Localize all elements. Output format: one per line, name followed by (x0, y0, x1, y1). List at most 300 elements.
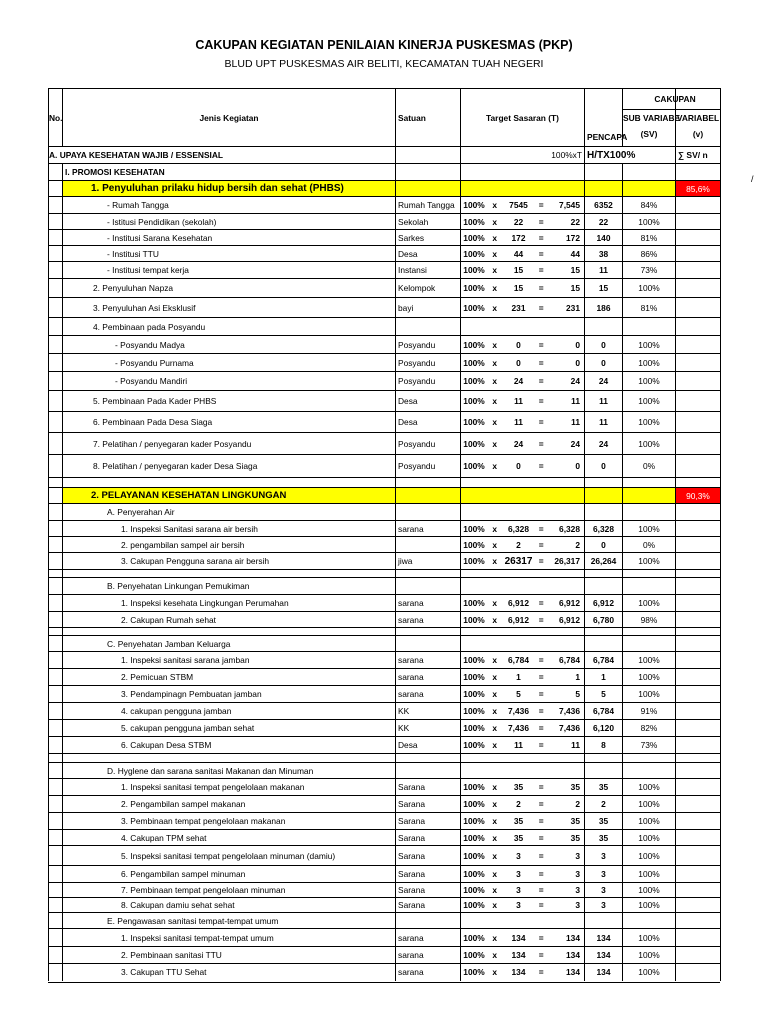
target-cell (461, 652, 585, 669)
table-row (49, 537, 721, 553)
sub-variabel-cell: 100% (623, 652, 676, 669)
target-base: 35 (513, 832, 524, 843)
variabel-cell (676, 763, 721, 779)
table-row (49, 929, 721, 947)
sub-variabel-cell: 100% (623, 830, 676, 846)
satuan-cell (396, 754, 461, 763)
table-row (49, 964, 721, 981)
activity-label: 5. Pembinaan Pada Kader PHBS (63, 391, 396, 412)
pencapaian-cell: 0 (585, 336, 623, 354)
row-no-cell (49, 947, 63, 964)
activity-label: - Posyandu Mandiri (63, 372, 396, 391)
target-equals: = (538, 723, 544, 733)
row-no-cell (49, 318, 63, 336)
table-row (49, 412, 721, 433)
row-no-cell (49, 197, 63, 214)
target-result: 2 (575, 799, 580, 809)
target-equals: = (538, 832, 544, 843)
pencapaian-cell (585, 913, 623, 929)
target-base: 7,436 (508, 723, 529, 733)
activity-label: - Posyandu Purnama (63, 354, 396, 372)
target-result: 6,784 (559, 655, 580, 665)
header-pencapaian (585, 89, 628, 147)
satuan-cell (396, 570, 461, 578)
activity-label (63, 754, 396, 763)
target-cell (461, 488, 585, 504)
target-cell (461, 830, 585, 846)
target-multiply: x (492, 655, 498, 665)
target-cell (461, 628, 585, 636)
target-multiply: x (492, 723, 498, 733)
target-percent: 100% (463, 950, 485, 960)
target-multiply: x (492, 782, 498, 792)
pencapaian-cell: 11 (585, 262, 623, 279)
satuan-cell: KK (396, 720, 461, 737)
activity-label: 2. Penyuluhan Napza (63, 279, 396, 298)
satuan-cell: Posyandu (396, 372, 461, 391)
target-percent: 100% (463, 799, 485, 809)
row-no-cell (49, 669, 63, 686)
row-no-cell (49, 628, 63, 636)
section-a-formula-h: H/TX100% (585, 147, 676, 164)
sub-variabel-cell: 100% (623, 929, 676, 947)
activity-label: 4. cakupan pengguna jamban (63, 703, 396, 720)
activity-label: 4. Cakupan TPM sehat (63, 830, 396, 846)
activity-label: 3. Cakupan Pengguna sarana air bersih (63, 553, 396, 570)
target-cell (461, 504, 585, 521)
target-multiply: x (492, 339, 498, 350)
row-no-cell (49, 929, 63, 947)
satuan-cell: Sarana (396, 813, 461, 830)
target-formula (463, 851, 582, 861)
target-percent: 100% (463, 782, 485, 792)
pencapaian-cell (585, 478, 623, 488)
target-formula (463, 782, 582, 792)
target-multiply: x (492, 523, 498, 534)
target-base: 24 (513, 438, 524, 449)
variabel-cell (676, 318, 721, 336)
target-cell (461, 478, 585, 488)
sub-variabel-cell (623, 754, 676, 763)
activity-label: 1. Inspeksi sanitasi tempat-tempat umum (63, 929, 396, 947)
activity-label: 2. PELAYANAN KESEHATAN LINGKUNGAN (63, 488, 396, 504)
activity-label: 1. Inspeksi sanitasi sarana jamban (63, 652, 396, 669)
variabel-cell (676, 354, 721, 372)
target-result: 15 (570, 283, 580, 293)
satuan-cell: Sarkes (396, 230, 461, 246)
pencapaian-cell: 6,912 (585, 595, 623, 612)
row-no-cell (49, 181, 63, 197)
target-multiply: x (492, 816, 498, 826)
header-target-sasaran: Target Sasaran (T) (461, 89, 585, 147)
target-equals: = (538, 740, 544, 750)
table-row (49, 298, 721, 318)
sub-variabel-cell: 98% (623, 612, 676, 628)
target-formula (463, 885, 582, 895)
row-no-cell (49, 898, 63, 913)
target-formula (463, 217, 582, 227)
variabel-cell (676, 537, 721, 553)
target-multiply: x (492, 357, 498, 368)
row-no-cell (49, 830, 63, 846)
target-base: 15 (513, 265, 524, 275)
sub-variabel-cell: 100% (623, 779, 676, 796)
variabel-cell (676, 504, 721, 521)
target-percent: 100% (463, 302, 485, 313)
target-result: 0 (575, 339, 580, 350)
pencapaian-cell: 140 (585, 230, 623, 246)
group-promosi-kesehatan: I. PROMOSI KESEHATAN (63, 164, 396, 181)
target-base: 2 (516, 539, 521, 550)
target-cell (461, 866, 585, 883)
target-result: 3 (575, 850, 580, 861)
target-result: 5 (575, 689, 580, 699)
activity-label: C. Penyehatan Jamban Keluarga (63, 636, 396, 652)
target-multiply: x (492, 598, 498, 608)
target-base: 22 (513, 216, 524, 227)
pencapaian-cell: 11 (585, 391, 623, 412)
activity-label (63, 570, 396, 578)
sub-variabel-cell: 100% (623, 433, 676, 455)
target-cell (461, 181, 585, 197)
sub-variabel-cell: 84% (623, 197, 676, 214)
target-multiply: x (492, 740, 498, 750)
row-no-cell (49, 964, 63, 981)
header-variabel-v: (v) (692, 129, 704, 139)
sub-variabel-cell (623, 181, 676, 197)
target-multiply: x (492, 461, 498, 471)
target-base: 0 (516, 461, 521, 471)
table-row (49, 669, 721, 686)
target-result: 6,328 (559, 523, 580, 534)
variabel-cell (676, 703, 721, 720)
variabel-cell (676, 298, 721, 318)
satuan-cell: Posyandu (396, 354, 461, 372)
target-base: 172 (511, 232, 526, 243)
target-formula (463, 417, 582, 427)
document-subtitle: BLUD UPT PUSKESMAS AIR BELITI, KECAMATAN TUAH NEGERI (224, 58, 544, 70)
variabel-cell (676, 628, 721, 636)
satuan-cell: Posyandu (396, 455, 461, 478)
row-no-cell (49, 578, 63, 595)
target-percent: 100% (463, 832, 485, 843)
variabel-cell (676, 947, 721, 964)
table-row (49, 612, 721, 628)
row-no-cell (49, 570, 63, 578)
target-result: 11 (571, 740, 580, 750)
header-satuan: Satuan (396, 89, 461, 147)
row-no-cell (49, 720, 63, 737)
row-no-cell (49, 737, 63, 754)
target-percent: 100% (463, 200, 485, 210)
target-multiply: x (492, 950, 498, 960)
row-no-cell (49, 391, 63, 412)
target-cell (461, 737, 585, 754)
pencapaian-cell (585, 763, 623, 779)
target-formula (463, 556, 582, 567)
satuan-cell: Sarana (396, 846, 461, 866)
sub-variabel-cell: 100% (623, 686, 676, 703)
sub-variabel-cell (623, 504, 676, 521)
group-row (49, 164, 721, 181)
target-equals: = (538, 782, 544, 792)
target-result: 35 (570, 782, 580, 792)
target-percent: 100% (463, 885, 485, 895)
target-formula (463, 900, 582, 910)
row-no-cell (49, 796, 63, 813)
satuan-cell: Desa (396, 391, 461, 412)
target-percent: 100% (463, 672, 485, 682)
target-cell (461, 612, 585, 628)
header-jenis-kegiatan: Jenis Kegiatan (63, 89, 396, 147)
row-no-cell (49, 537, 63, 553)
target-multiply: x (492, 302, 498, 313)
sub-variabel-cell: 81% (623, 230, 676, 246)
activity-label: - Rumah Tangga (63, 197, 396, 214)
satuan-cell: Kelompok (396, 279, 461, 298)
sub-variabel-cell: 100% (623, 412, 676, 433)
table-row (49, 636, 721, 652)
target-equals: = (538, 932, 544, 943)
row-no-cell (49, 262, 63, 279)
header-sub-variabel-label: SUB VARIABE (623, 109, 675, 126)
target-equals: = (538, 655, 544, 665)
satuan-cell: Sarana (396, 866, 461, 883)
table-row (49, 279, 721, 298)
pencapaian-cell: 26,264 (585, 553, 623, 570)
target-result: 6,912 (559, 598, 580, 608)
pencapaian-cell: 0 (585, 455, 623, 478)
target-equals: = (538, 396, 544, 406)
table-row (49, 628, 721, 636)
satuan-cell: Sekolah (396, 214, 461, 230)
variabel-cell (676, 737, 721, 754)
target-percent: 100% (463, 555, 485, 566)
target-result: 35 (570, 816, 580, 826)
satuan-cell: KK (396, 703, 461, 720)
target-base: 44 (513, 248, 524, 259)
table-row (49, 181, 721, 197)
target-cell (461, 595, 585, 612)
target-result: 44 (570, 248, 580, 259)
row-no-cell (49, 686, 63, 703)
variabel-cell: 90,3% (676, 488, 721, 504)
target-base: 3 (516, 869, 521, 879)
variabel-cell (676, 279, 721, 298)
table-row (49, 686, 721, 703)
target-percent: 100% (463, 265, 485, 275)
target-cell (461, 763, 585, 779)
pencapaian-cell (585, 318, 623, 336)
activity-label: D. Hyglene dan sarana sanitasi Makanan dan Minuman (63, 763, 396, 779)
target-equals: = (538, 614, 544, 625)
table-row (49, 763, 721, 779)
target-cell (461, 964, 585, 981)
row-no-cell (49, 372, 63, 391)
target-percent: 100% (463, 723, 485, 733)
sub-variabel-cell: 100% (623, 883, 676, 898)
target-base: 1 (516, 672, 521, 682)
target-formula (463, 740, 582, 750)
satuan-cell: Sarana (396, 796, 461, 813)
section-a-formula-tx: 100%xT (461, 147, 585, 164)
target-equals: = (538, 850, 544, 861)
pencapaian-cell: 3 (585, 898, 623, 913)
target-result: 11 (571, 417, 580, 427)
target-cell (461, 947, 585, 964)
sub-variabel-cell: 81% (623, 298, 676, 318)
target-base: 3 (516, 900, 521, 910)
variabel-cell (676, 521, 721, 537)
table-row (49, 504, 721, 521)
target-percent: 100% (463, 417, 485, 427)
table-row (49, 455, 721, 478)
target-multiply: x (492, 283, 498, 293)
target-equals: = (538, 265, 544, 275)
target-cell (461, 391, 585, 412)
pencapaian-cell: 6,780 (585, 612, 623, 628)
variabel-cell (676, 636, 721, 652)
row-no-cell (49, 478, 63, 488)
target-equals: = (538, 672, 544, 682)
pencapaian-cell (585, 754, 623, 763)
target-base: 5 (516, 689, 521, 699)
table-row (49, 779, 721, 796)
activity-label: - Institusi Sarana Kesehatan (63, 230, 396, 246)
pencapaian-cell: 134 (585, 964, 623, 981)
pencapaian-cell: 0 (585, 354, 623, 372)
target-equals: = (538, 302, 544, 313)
target-result: 172 (566, 232, 580, 243)
sub-variabel-cell: 100% (623, 279, 676, 298)
activity-label: A. Penyerahan Air (63, 504, 396, 521)
target-cell (461, 354, 585, 372)
table-row (49, 578, 721, 595)
table-row (49, 570, 721, 578)
pencapaian-cell (585, 488, 623, 504)
activity-label: 6. Pengambilan sampel minuman (63, 866, 396, 883)
table-row (49, 913, 721, 929)
target-percent: 100% (463, 339, 485, 350)
target-multiply: x (492, 614, 498, 625)
target-multiply: x (492, 539, 498, 550)
target-formula (463, 233, 582, 243)
target-equals: = (538, 216, 544, 227)
target-percent: 100% (463, 740, 485, 750)
variabel-cell (676, 779, 721, 796)
table-row (49, 433, 721, 455)
target-formula (463, 598, 582, 608)
target-cell (461, 262, 585, 279)
table-row (49, 830, 721, 846)
table-row (49, 478, 721, 488)
target-cell (461, 686, 585, 703)
target-base: 11 (514, 740, 523, 750)
pencapaian-cell: 134 (585, 929, 623, 947)
target-formula (463, 461, 582, 471)
variabel-cell: 85,6% (676, 181, 721, 197)
sub-variabel-cell: 100% (623, 796, 676, 813)
table-row (49, 595, 721, 612)
target-formula (463, 869, 582, 879)
variabel-cell (676, 214, 721, 230)
table-row (49, 391, 721, 412)
table-row (49, 703, 721, 720)
sub-variabel-cell: 100% (623, 866, 676, 883)
pencapaian-cell: 3 (585, 866, 623, 883)
target-formula (463, 249, 582, 259)
row-no-cell (49, 636, 63, 652)
activity-label: 5. Inspeksi sanitasi tempat pengelolaan minuman (damiu) (63, 846, 396, 866)
table-row (49, 947, 721, 964)
table-row (49, 488, 721, 504)
target-base: 7,436 (508, 706, 529, 716)
pencapaian-cell: 6,784 (585, 652, 623, 669)
variabel-cell (676, 455, 721, 478)
table-row (49, 866, 721, 883)
target-result: 6,912 (559, 614, 580, 625)
activity-label: 1. Inspeksi sanitasi tempat pengelolaan makanan (63, 779, 396, 796)
target-multiply: x (492, 232, 498, 243)
table-row (49, 796, 721, 813)
target-result: 134 (566, 950, 580, 960)
target-equals: = (538, 689, 544, 699)
header-cakupan: CAKUPAN (654, 94, 696, 104)
target-formula (463, 950, 582, 960)
target-percent: 100% (463, 523, 485, 534)
pencapaian-cell: 15 (585, 279, 623, 298)
row-no-cell (49, 652, 63, 669)
target-formula (463, 358, 582, 368)
variabel-cell (676, 412, 721, 433)
target-result: 231 (566, 302, 580, 313)
variabel-cell (676, 262, 721, 279)
target-formula (463, 396, 582, 406)
header-sub-variabel-sv: (SV) (640, 129, 658, 139)
row-no-cell (49, 763, 63, 779)
variabel-cell (676, 478, 721, 488)
activity-label: 6. Pembinaan Pada Desa Siaga (63, 412, 396, 433)
variabel-cell (676, 570, 721, 578)
satuan-cell: sarana (396, 947, 461, 964)
row-no-cell (49, 354, 63, 372)
sub-variabel-cell: 100% (623, 391, 676, 412)
target-equals: = (538, 900, 544, 910)
sub-variabel-cell: 73% (623, 737, 676, 754)
activity-label: 2. Pengambilan sampel makanan (63, 796, 396, 813)
pencapaian-cell: 35 (585, 779, 623, 796)
activity-label: E. Pengawasan sanitasi tempat-tempat umum (63, 913, 396, 929)
satuan-cell (396, 504, 461, 521)
sub-variabel-cell: 100% (623, 553, 676, 570)
satuan-cell (396, 318, 461, 336)
header-pencapaian-label: PENCAPA (587, 132, 628, 142)
pencapaian-cell (585, 578, 623, 595)
target-base: 24 (513, 376, 524, 386)
satuan-cell: sarana (396, 929, 461, 947)
table-row (49, 521, 721, 537)
sub-variabel-cell: 82% (623, 720, 676, 737)
target-formula (463, 265, 582, 275)
sub-variabel-cell: 100% (623, 372, 676, 391)
target-cell (461, 929, 585, 947)
target-base: 11 (514, 417, 523, 427)
pencapaian-cell: 24 (585, 372, 623, 391)
variabel-cell (676, 846, 721, 866)
satuan-cell: Desa (396, 246, 461, 262)
target-cell (461, 537, 585, 553)
sub-variabel-cell: 100% (623, 846, 676, 866)
